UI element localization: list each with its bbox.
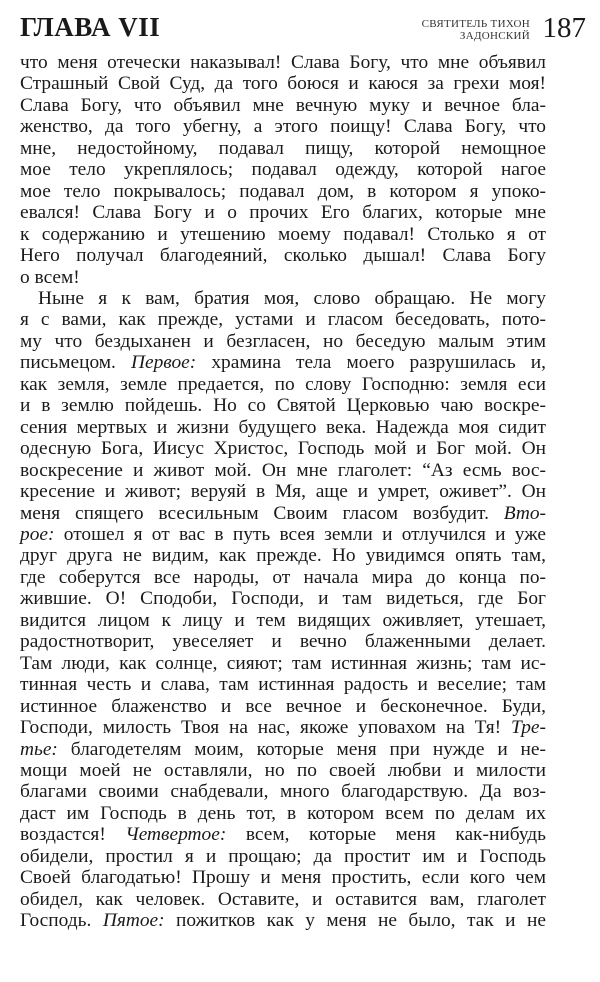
text-line bbox=[20, 910, 546, 931]
text-line bbox=[20, 610, 546, 631]
text-segment: му что бездыханен и безгласен, но беседую малым этим bbox=[20, 330, 546, 352]
text-line bbox=[20, 181, 546, 202]
text-line bbox=[20, 95, 546, 116]
text-segment: письмецом. bbox=[20, 352, 131, 374]
text-line bbox=[20, 352, 546, 373]
text-segment: мощи моей не оставляли, но по своей любви и милости bbox=[20, 759, 546, 781]
text-segment: одесную Бога, Иисус Христос, Господь мой и Бог мой. Он bbox=[20, 438, 546, 460]
text-segment: мое тело укреплялось; подавал одежду, которой нагое bbox=[20, 159, 546, 181]
text-segment: мое тело покрывалось; подавал дом, в котором я упоко- bbox=[20, 180, 546, 202]
text-segment: и в землю пойдешь. Но со Святой Церковью чаю воскре- bbox=[20, 395, 546, 417]
text-line bbox=[20, 631, 546, 652]
text-line bbox=[20, 739, 546, 760]
text-segment: где соберутся все народы, от начала мира до конца по- bbox=[20, 566, 546, 588]
text-line bbox=[20, 331, 546, 352]
text-line bbox=[20, 202, 546, 223]
italic-text: тье: bbox=[20, 738, 58, 760]
text-segment: благами своими снабдевали, много благодарствую. Да воз- bbox=[20, 781, 546, 803]
text-line bbox=[20, 395, 546, 416]
text-segment: Слава Богу, что объявил мне вечную муку и вечное бла- bbox=[20, 94, 546, 116]
text-segment: обидел, как человек. Оставите, и оставится вам, глаголет bbox=[20, 888, 546, 910]
author-line-1: СВЯТИТЕЛЬ ТИХОН bbox=[421, 18, 530, 30]
text-segment: Страшный Свой Суд, да того боюся и каюся за грехи моя! bbox=[20, 73, 546, 95]
chapter-heading: ГЛАВА VII bbox=[20, 12, 161, 42]
text-line bbox=[20, 653, 546, 674]
text-line bbox=[20, 503, 546, 524]
text-line bbox=[20, 524, 546, 545]
text-line bbox=[20, 460, 546, 481]
text-line bbox=[20, 288, 546, 309]
text-segment: Господи, милость Твоя на нас, якоже уповахом на Тя! bbox=[20, 717, 511, 739]
running-header-author bbox=[422, 18, 530, 42]
author-line-2: ЗАДОНСКИЙ bbox=[459, 30, 530, 42]
text-segment: евался! Слава Богу и о прочих Его благих, которые мне bbox=[20, 202, 546, 224]
text-segment: благодетелям моим, которые меня при нужде и не- bbox=[57, 738, 546, 760]
text-line bbox=[20, 545, 546, 566]
text-line bbox=[20, 760, 546, 781]
text-line bbox=[20, 803, 546, 824]
text-segment: Там люди, как солнце, сияют; там истинная жизнь; там ис- bbox=[20, 652, 546, 674]
text-segment: кресение и живот; веруяй в Мя, аще и умрет, оживет”. Он bbox=[20, 481, 546, 503]
paragraph bbox=[20, 52, 546, 288]
text-line bbox=[20, 696, 546, 717]
text-line bbox=[20, 567, 546, 588]
text-segment: женство, да того убегну, а этого поищу! Слава Богу, что bbox=[20, 116, 546, 138]
text-segment: видится лицом к лицу и тем видящих оживляет, утешает, bbox=[20, 609, 546, 631]
text-segment: Господь. bbox=[20, 910, 103, 932]
text-segment: друг друга не видим, как прежде. Но увидимся опять там, bbox=[20, 545, 546, 567]
text-line bbox=[20, 73, 546, 94]
text-segment: храмина тела моего разрушилась и, bbox=[196, 352, 546, 374]
text-line bbox=[20, 52, 546, 73]
text-line bbox=[20, 889, 546, 910]
text-segment: сения мертвых и жизни будущего века. Надежда моя сидит bbox=[20, 416, 546, 438]
text-segment: воздастся! bbox=[20, 824, 126, 846]
italic-text: Первое: bbox=[131, 352, 197, 374]
text-segment: даст им Господь в день тот, в котором всем по делам их bbox=[20, 802, 546, 824]
italic-text: Тре- bbox=[510, 717, 546, 739]
text-line bbox=[20, 224, 546, 245]
text-segment: отошел я от вас в путь всея земли и отлучился и уже bbox=[54, 523, 546, 545]
page-number: 187 bbox=[542, 12, 586, 44]
text-segment: к содержанию и утешению моему подавал! Столько я от bbox=[20, 223, 546, 245]
text-segment: Своей благодатью! Прошу и меня простить, если кого чем bbox=[20, 867, 546, 889]
text-line bbox=[20, 824, 546, 845]
text-segment: Него получал благодеяний, сколько дышал! Слава Богу bbox=[20, 245, 546, 267]
text-line bbox=[20, 116, 546, 137]
text-line bbox=[20, 374, 546, 395]
text-segment: жившие. О! Сподоби, Господи, и там видеться, где Бог bbox=[20, 588, 546, 610]
text-line bbox=[20, 309, 546, 330]
text-line bbox=[20, 781, 546, 802]
italic-text: Пятое: bbox=[102, 910, 165, 932]
text-line bbox=[20, 588, 546, 609]
text-line bbox=[20, 267, 546, 288]
text-segment: что меня отечески наказывал! Слава Богу, что мне объявил bbox=[20, 52, 546, 73]
paragraph bbox=[20, 288, 546, 932]
italic-text: рое: bbox=[20, 523, 55, 545]
text-segment: тинная честь и слава, там истинная радость и веселие; там bbox=[20, 674, 546, 696]
text-line bbox=[20, 867, 546, 888]
text-segment: обидели, простил я и прощаю; да простит им и Господь bbox=[20, 845, 546, 867]
text-segment: радостнотворит, увеселяет и вечно блаженными делает. bbox=[20, 631, 546, 653]
text-segment: истинное блаженство и все вечное и бесконечное. Буди, bbox=[20, 695, 546, 717]
text-segment: пожитков как у меня не было, так и не bbox=[164, 910, 546, 932]
text-line bbox=[20, 438, 546, 459]
italic-text: Четвертое: bbox=[125, 824, 227, 846]
text-segment: всем, которые меня как-нибудь bbox=[226, 824, 547, 846]
text-segment: мне, недостойному, подавал пищу, которой немощное bbox=[20, 137, 546, 159]
text-line bbox=[20, 138, 546, 159]
text-segment: о всем! bbox=[20, 266, 80, 288]
text-segment: я с вами, как прежде, устами и гласом беседовать, пото- bbox=[20, 309, 546, 331]
text-segment: Ныне я к вам, братия моя, слово обращаю. Не могу bbox=[38, 287, 546, 309]
body-text bbox=[20, 52, 546, 932]
text-line bbox=[20, 717, 546, 738]
text-line bbox=[20, 245, 546, 266]
text-line bbox=[20, 481, 546, 502]
text-line bbox=[20, 159, 546, 180]
text-segment: как земля, земле предается, по слову Господню: земля еси bbox=[20, 373, 546, 395]
text-line bbox=[20, 674, 546, 695]
text-line bbox=[20, 417, 546, 438]
italic-text: Вто- bbox=[503, 502, 546, 524]
text-segment: меня спящего всесильным Своим гласом возбудит. bbox=[20, 502, 504, 524]
text-segment: воскресение и живот мой. Он мне глаголет: “Аз есмь вос- bbox=[20, 459, 546, 481]
text-line bbox=[20, 846, 546, 867]
